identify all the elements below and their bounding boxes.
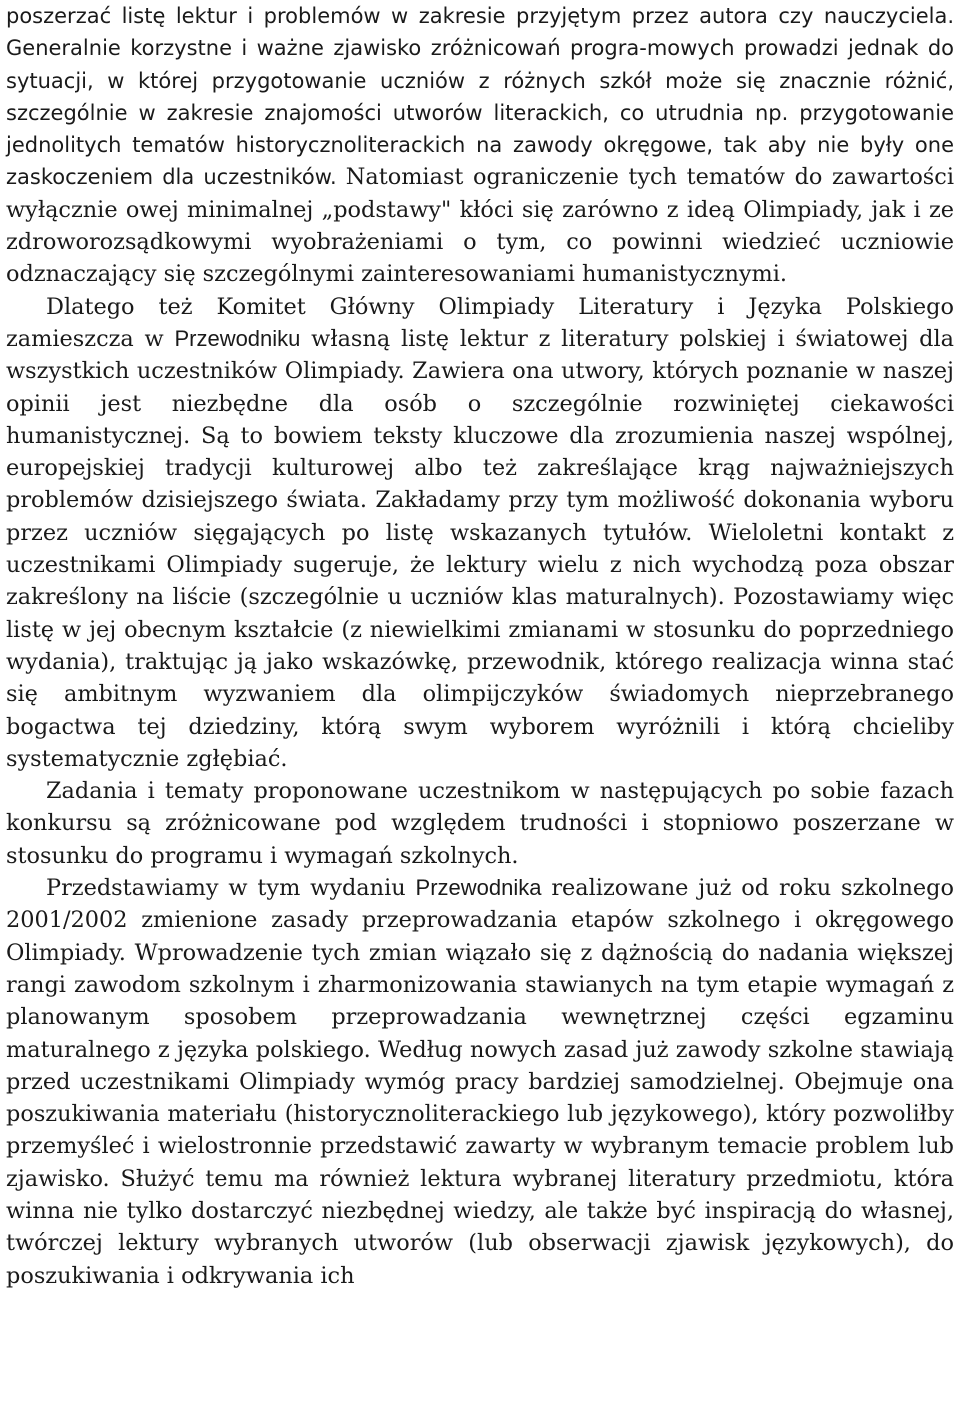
paragraph-new-rules [6, 872, 954, 1292]
text-run: poszerzać listę lektur i problemów w zakresie przyjętym przez autora czy nauczyciela. Generalnie korzystne i ważne zjawisko zróżnicowań progra-mowych prowadzi jednak do sytuacji, w której przygotowanie uczniów z różnych szkół może się znacznie różnić, szczególnie w zakresie znajomości utworów literackich, co utrudnia np. przygotowanie jednolitych tematów historycznoliterackich na zawody okręgowe, tak aby nie były one zaskoczeniem dla uczestników. [6, 4, 954, 190]
text-run: Dlatego też Komitet Główny Olimpiady Literatury i Języka Polskiego zamieszcza w [6, 293, 954, 352]
text-run: własną listę lektur z literatury polskiej i światowej dla wszystkich uczestników Olimpiady. Zawiera ona utwory, których poznanie w naszej opinii jest niezbędne dla osób o szczególnie rozwiniętej ciekawości humanistycznej. Są to bowiem teksty kluczowe dla zrozumienia naszej wspólnej, europejskiej tradycji kulturowej albo też zakreślające krąg najważniejszych problemów dzisiejszego świata. Zakładamy przy tym możliwość dokonania wyboru przez uczniów sięgających po listę wskazanych tytułów. Wieloletni kontakt z uczestnikami Olimpiady sugeruje, że lektury wielu z nich wychodzą poza obszar zakreślony na liście (szczególnie u uczniów klas maturalnych). Pozostawiamy więc listę w jej obecnym kształcie (z niewielkimi zmianami w stosunku do poprzedniego wydania), traktując ją jako wskazówkę, przewodnik, którego realizacja winna stać się ambitnym wyzwaniem dla olimpijczyków świadomych nieprzebranego bogactwa tej dziedziny, którą swym wyborem wyróżnili i którą chcieliby systematycznie zgłębiać. [6, 325, 954, 772]
text-run: Przedstawiamy w tym wydaniu [46, 875, 416, 902]
italic-title-przewodnika: Przewodnika [415, 875, 542, 901]
paragraph-reading-list [6, 291, 954, 775]
text-run: Zadania i tematy proponowane uczestnikom w następujących po sobie fazach konkursu są zróżnicowane pod względem trudności i stopniowo poszerzane w stosunku do programu i wymagań szkolnych. [6, 778, 954, 869]
paragraph-continuation [6, 0, 954, 291]
italic-title-przewodnik: Przewodniku [174, 325, 301, 351]
text-run: Natomiast ograniczenie tych tematów do zawartości wyłącznie owej minimalnej „podstawy" kłóci się zarówno z ideą Olimpiady, jak i ze zdroworozsądkowymi wyobrażeniami o tym, co powinni wiedzieć uczniowie odznaczający się szczególnymi zainteresowaniami humanistycznymi. [6, 164, 954, 288]
paragraph-tasks [6, 775, 954, 872]
text-run: realizowane już od roku szkolnego 2001/2002 zmienione zasady przeprowadzania etapów szkolnego i okręgowego Olimpiady. Wprowadzenie tych zmian wiązało się z dążnością do nadania większej rangi zawodom szkolnym i zharmonizowania stawianych na tym etapie wymagań z planowanym sposobem przeprowadzania wewnętrznej części egzaminu maturalnego z języka polskiego. Według nowych zasad już zawody szkolne stawiają przed uczestnikami Olimpiady wymóg pracy bardziej samodzielnej. Obejmuje ona poszukiwania materiału (historycznoliterackiego lub językowego), który pozwoliłby przemyśleć i wielostronnie przedstawić zawarty w wybranym temacie problem lub zjawisko. Służyć temu ma również lektura wybranej literatury przedmiotu, która winna nie tylko dostarczyć niezbędnej wiedzy, ale także być inspiracją do własnej, twórczej lektury wybranych utworów (lub obserwacji zjawisk językowych), do poszukiwania i odkrywania ich [6, 875, 954, 1289]
